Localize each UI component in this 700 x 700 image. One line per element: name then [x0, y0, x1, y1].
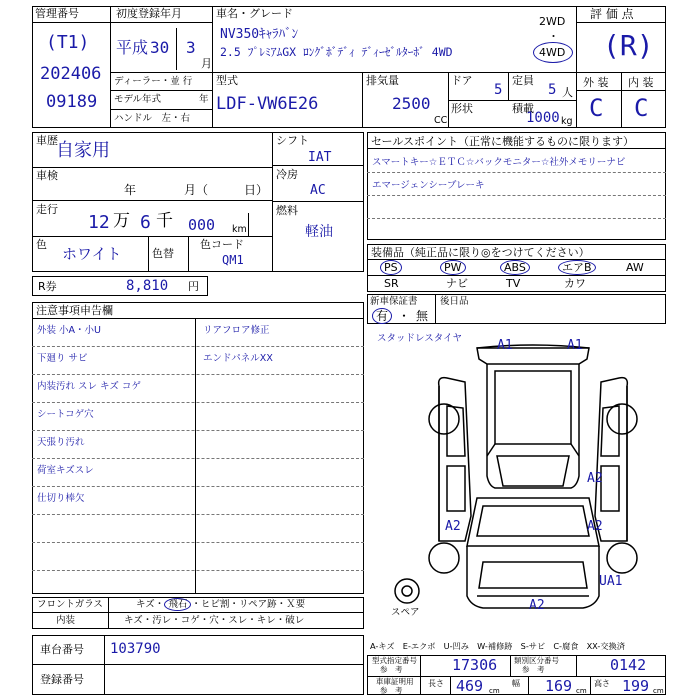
notes-rule: [32, 374, 364, 375]
r-ticket-unit: 円: [188, 280, 199, 293]
first-reg-era: 平成: [116, 38, 149, 57]
drive-dot: ・: [548, 30, 559, 43]
rating-label: 評 価 点: [590, 7, 634, 21]
exterior-value: C: [589, 94, 604, 122]
notes-rule: [32, 458, 364, 459]
ac-label: 冷房: [276, 168, 298, 181]
displacement-label: 排気量: [366, 74, 399, 87]
width-unit: cm: [576, 687, 587, 695]
mileage-label: 走行: [36, 203, 58, 216]
color-code: QM1: [222, 253, 244, 267]
damage-mark-right-front: A2: [587, 519, 603, 534]
width-value: 169: [545, 677, 573, 695]
warranty-yes: 有: [372, 310, 392, 322]
equip-navi: ナビ: [446, 277, 468, 290]
warranty-no: 無: [416, 309, 429, 323]
color-label: 色: [36, 238, 47, 251]
width-label: 幅: [512, 679, 520, 688]
note-left-4: シートコゲ穴: [37, 409, 94, 420]
load-label: 積載: [512, 102, 534, 115]
spare-tire-label: スペア: [391, 607, 420, 618]
mileage-man: 万: [113, 211, 130, 231]
note-right-1: リアフロア修正: [203, 325, 270, 336]
drive-4wd: 4WD: [539, 46, 566, 59]
mileage-000: 000: [188, 216, 216, 234]
capacity-label: 定員: [512, 74, 534, 87]
first-reg-year: 30: [150, 38, 170, 57]
mileage-6: 6: [140, 212, 151, 233]
note-right-2: エンドパネルXX: [203, 353, 273, 364]
warranty-label: 新車保証書: [370, 296, 418, 307]
inspection-month: 月（: [184, 183, 209, 197]
mgmt-number-label: 管理番号: [35, 7, 79, 20]
interior-cond-text: キズ・汚レ・コゲ・穴・スレ・キレ・破レ: [124, 615, 305, 626]
inspection-day: 日）: [244, 183, 269, 197]
first-reg-month-unit: 月: [201, 57, 212, 70]
load-value: 1000: [526, 110, 560, 126]
type-value: LDF-VW6E26: [216, 94, 319, 114]
fuel-value: 軽油: [305, 224, 333, 240]
length-value: 469: [456, 677, 484, 695]
height-label: 高さ: [594, 679, 610, 688]
inspection-year: 年: [124, 183, 137, 197]
color-value: ホワイト: [62, 245, 122, 263]
type-no-sub: 参 考: [380, 665, 403, 674]
car-name-label: 車名・グレード: [216, 7, 293, 20]
equip-sr: SR: [384, 277, 399, 290]
notes-rule: [32, 570, 364, 571]
notes-rule: [32, 430, 364, 431]
type-no-value: 17306: [452, 656, 498, 674]
equip-tv: TV: [506, 277, 521, 290]
history-value: 自家用: [56, 140, 110, 161]
studless-tire-label: スタッドレスタイヤ: [377, 333, 463, 344]
sales-point-line-2: エマージェンシーブレーキ: [372, 180, 485, 191]
front-glass-text: キズ・ 飛石 ・ヒビ割・リペア跡・Ｘ要: [136, 599, 306, 610]
sales-point-line-1: スマートキー☆ＥＴＣ☆バックモニター☆社外メモリーナビ: [372, 157, 626, 168]
capacity-value: 5: [548, 82, 557, 98]
car-grade: 2.5 ﾌﾟﾚﾐｱﾑGX ﾛﾝｸﾞﾎﾞﾃﾞｨ ﾃﾞｨｰｾﾞﾙﾀｰﾎﾞ 4WD: [220, 45, 453, 59]
dealer-label: ディーラー・並 行: [114, 76, 193, 87]
note-left-2: 下廻り サビ: [37, 353, 88, 364]
warranty-sep: ・: [398, 309, 411, 323]
cert-label: 車庫証明用: [376, 677, 414, 686]
chassis-label: 車台番号: [40, 643, 84, 656]
type-no-label: 型式指定番号: [372, 656, 417, 665]
type-label: 型式: [216, 74, 238, 87]
note-left-1: 外装 小A・小U: [37, 325, 101, 336]
class-no-value: 0142: [610, 656, 647, 674]
length-unit: cm: [489, 687, 500, 695]
note-left-7: 仕切り棒欠: [37, 493, 85, 504]
drive-4wd-circle: [533, 42, 573, 63]
equipment-label: 装備品（純正品に限り◎をつけてください）: [371, 246, 590, 259]
notes-rule: [32, 486, 364, 487]
damage-mark-front-bumper: A2: [529, 598, 545, 613]
doors-value: 5: [494, 82, 503, 98]
later-items-label: 後日品: [440, 296, 469, 307]
height-unit: cm: [653, 687, 664, 695]
inspection-label: 車検: [36, 169, 58, 182]
notes-rule: [32, 542, 364, 543]
notes-rule: [32, 402, 364, 403]
r-ticket-value: 8,810: [126, 278, 169, 294]
note-left-5: 天張り汚れ: [37, 437, 85, 448]
registration-label: 登録番号: [40, 673, 84, 686]
exterior-label: 外 装: [583, 76, 609, 89]
fuel-label: 燃料: [276, 204, 298, 217]
class-no-sub: 参 考: [522, 665, 545, 674]
height-value: 199: [622, 677, 650, 695]
length-label: 長さ: [428, 679, 444, 688]
mgmt-number-t: (T1): [46, 32, 90, 53]
r-ticket-label: R券: [38, 280, 57, 293]
mgmt-number-2: 09189: [46, 92, 98, 112]
damage-mark-left-front: A2: [445, 519, 461, 534]
damage-diagram: [367, 326, 666, 628]
rating-value: (R): [603, 29, 654, 62]
notes-rule: [32, 514, 364, 515]
mileage-sen: 千: [156, 211, 173, 231]
r-ticket-box: [32, 276, 208, 296]
shift-label: シフト: [276, 134, 309, 147]
class-no-label: 類別区分番号: [514, 656, 559, 665]
history-label: 車歴: [36, 134, 58, 147]
equip-leather: カワ: [564, 277, 586, 290]
notes-label: 注意事項申告欄: [36, 304, 113, 317]
damage-mark-rear-right: A1: [567, 338, 583, 353]
handle-label: ハンドル 左・右: [114, 113, 191, 124]
damage-mark-right-side: A2: [587, 471, 603, 486]
displacement-unit: CC: [434, 115, 448, 126]
interior-label: 内 装: [628, 76, 654, 89]
first-reg-label: 初度登録年月: [116, 7, 182, 20]
load-unit: kg: [561, 116, 573, 127]
shift-value: IAT: [308, 150, 332, 165]
shape-label: 形状: [451, 102, 473, 115]
model-year-unit: 年: [199, 94, 209, 105]
notes-rule: [32, 346, 364, 347]
interior-cond-label: 内装: [56, 615, 76, 626]
drive-2wd: 2WD: [539, 15, 566, 28]
ac-value: AC: [310, 183, 326, 198]
equip-pw: PW: [440, 262, 466, 273]
damage-mark-front-corner: UA1: [599, 574, 623, 589]
doors-label: ドア: [451, 74, 473, 87]
note-left-6: 荷室キズスレ: [37, 465, 94, 476]
equip-abs: ABS: [500, 262, 530, 273]
car-name: NV350ｷｬﾗﾊﾞﾝ: [220, 27, 299, 42]
capacity-unit: 人: [562, 86, 573, 99]
damage-legend: A-キズ E-エクボ U-凹み W-補修跡 S-サビ C-腐食 XX-交換済: [370, 641, 625, 651]
front-glass-label: フロントガラス: [37, 599, 103, 610]
note-left-3: 内装汚れ スレ キズ コゲ: [37, 381, 141, 392]
sales-points-label: セールスポイント（正常に機能するものに限ります）: [371, 135, 635, 148]
equip-aw: AW: [626, 261, 644, 274]
model-year-label: モデル年式: [114, 94, 162, 105]
cert-sub: 参 考: [380, 686, 403, 695]
color-change-label: 色替: [152, 247, 174, 260]
equip-airbag: エアB: [558, 262, 596, 273]
first-reg-month: 3: [186, 38, 196, 57]
interior-value: C: [634, 94, 649, 122]
color-code-label: 色コード: [200, 238, 244, 251]
chassis-number: 103790: [110, 641, 161, 657]
equip-ps: PS: [380, 262, 402, 273]
mgmt-number-1: 202406: [40, 64, 102, 84]
mileage-unit: km: [232, 224, 247, 235]
mileage-12: 12: [88, 212, 110, 233]
damage-mark-rear-left: A1: [497, 338, 513, 353]
displacement-value: 2500: [392, 94, 431, 113]
